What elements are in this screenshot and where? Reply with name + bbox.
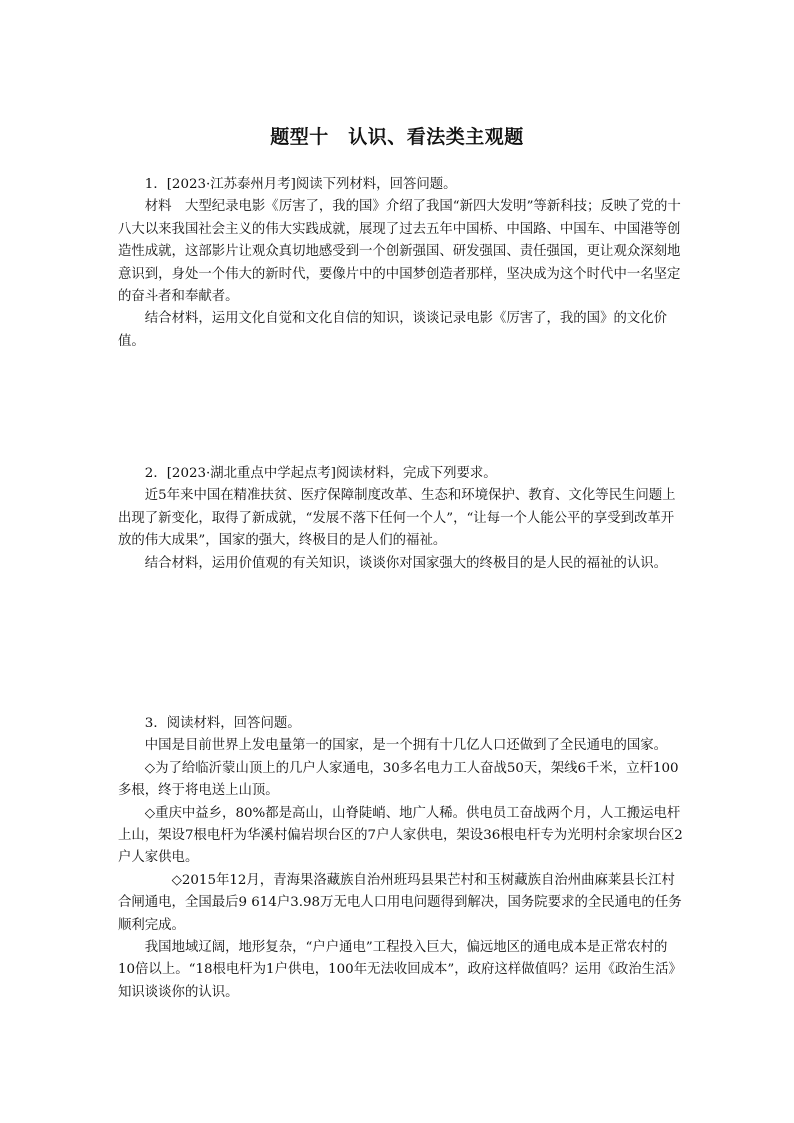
question-prompt: 结合材料，运用文化自觉和文化自信的知识，谈谈记录电影《厉害了，我的国》的文化价值。 [118,311,668,349]
material-paragraph: ◇2015年12月，青海果洛藏族自治州班玛县果芒村和玉树藏族自治州曲麻莱县长江村合闸通电，全国最后9 614户3.98万无电人口用电问题得到解决，国务院要求的全民通电的任务顺利完成。 [118,872,682,933]
question-prompt: 我国地域辽阔，地形复杂，“户户通电”工程投入巨大，偏远地区的通电成本是正常农村的10倍以上。“18根电杆为1户供电，100年无法收回成本”，政府这样做值吗？运用《政治生活》知识谈谈你的认识。 [118,940,682,1000]
question-stem: 3．阅读材料，回答问题。 [144,716,301,731]
material-paragraph: ◇为了给临沂蒙山顶上的几户人家通电，30多名电力工人奋战50天，架线6千米，立杆100多根，终于将电送上山顶。 [118,760,679,799]
material-paragraph: 近5年来中国在精准扶贫、医疗保障制度改革、生态和环境保护、教育、文化等民生问题上出现了新变化，取得了新成就，“发展不落下任何一个人”，“让每一个人能公平的享受到改革开放的伟大成果”，国家的强大，终极目的是人们的福祉。 [118,488,676,549]
page-title: 题型十 认识、看法类主观题 [270,126,524,148]
question-1 [118,174,684,353]
material-paragraph: 中国是目前世界上发电量第一的国家，是一个拥有十几亿人口还做到了全民通电的国家。 [144,738,668,754]
question-stem: 2．[2023·湖北重点中学起点考]阅读材料，完成下列要求。 [144,466,497,481]
material-paragraph: 材料 大型纪录电影《厉害了，我的国》介绍了我国“新四大发明”等新科技；反映了党的十八大以来我国社会主义的伟大实践成就，展现了过去五年中国桥、中国路、中国车、中国港等创造性成就，这部影片让观众真切地感受到一个创新强国、研发强国、责任强国，更让观众深刻地意识到，身处一个伟大的新时代，要像片中的中国梦创造者那样，坚决成为这个时代中一名坚定的奋斗者和奉献者。 [118,199,681,305]
question-3 [118,713,684,1004]
material-paragraph: ◇重庆中益乡，80%都是高山，山脊陡峭、地广人稀。供电员工奋战两个月，人工搬运电杆上山，架设7根电杆为华溪村偏岩坝台区的7户人家供电，架设36根电杆专为光明村余家坝台区2户人家供电。 [118,805,683,866]
question-2 [118,463,684,575]
question-stem: 1．[2023·江苏泰州月考]阅读下列材料，回答问题。 [144,177,457,192]
question-prompt: 结合材料，运用价值观的有关知识，谈谈你对国家强大的终极目的是人民的福祉的认识。 [144,555,668,571]
